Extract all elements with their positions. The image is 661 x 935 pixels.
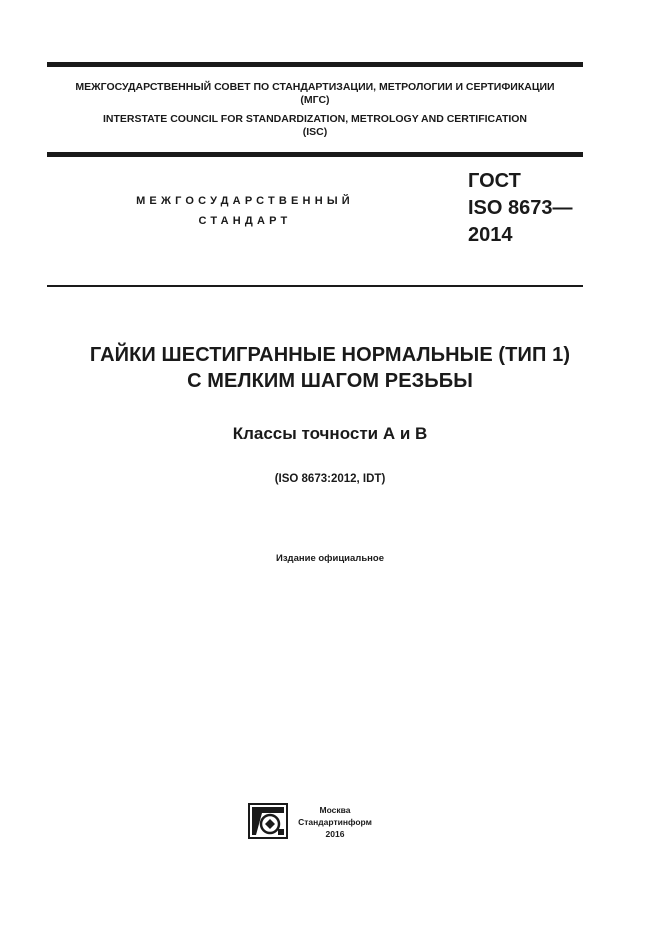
edition-note: Издание официальное (276, 553, 384, 564)
bottom-thin-rule (47, 285, 583, 287)
standartinform-logo-icon (248, 803, 288, 839)
standard-code (468, 168, 573, 249)
document-title-line1: ГАЙКИ ШЕСТИГРАННЫЕ НОРМАЛЬНЫЕ (ТИП 1) (89, 344, 571, 366)
standard-code-line3: 2014 (468, 224, 513, 246)
top-thick-rule (47, 62, 583, 67)
document-title-line2: С МЕЛКИМ ШАГОМ РЕЗЬБЫ (187, 370, 473, 392)
document-title (30, 342, 630, 394)
council-name-ru (47, 81, 583, 107)
publisher-city: Москва (319, 805, 351, 815)
middle-thick-rule (47, 152, 583, 157)
publisher-name: Стандартинформ (298, 817, 372, 827)
document-subtitle: Классы точности А и В (232, 424, 428, 443)
iso-reference: (ISO 8673:2012, IDT) (274, 473, 386, 485)
council-name-en-line1: INTERSTATE COUNCIL FOR STANDARDIZATION, METROLOGY AND CERTIFICATION (102, 113, 528, 125)
council-name-en (47, 113, 583, 139)
standard-code-line2: ISO 8673— (468, 197, 573, 219)
council-name-ru-line1: МЕЖГОСУДАРСТВЕННЫЙ СОВЕТ ПО СТАНДАРТИЗАЦИИ, МЕТРОЛОГИИ И СЕРТИФИКАЦИИ (75, 81, 555, 93)
council-abbr-ru: (МГС) (300, 94, 330, 106)
standard-code-line1: ГОСТ (468, 170, 521, 192)
publisher-info (290, 804, 380, 840)
council-abbr-en: (ISC) (302, 126, 328, 138)
standard-kind-line2: СТАНДАРТ (198, 215, 292, 227)
standard-kind-line1: МЕЖГОСУДАРСТВЕННЫЙ (136, 195, 354, 207)
publication-year: 2016 (325, 829, 345, 839)
